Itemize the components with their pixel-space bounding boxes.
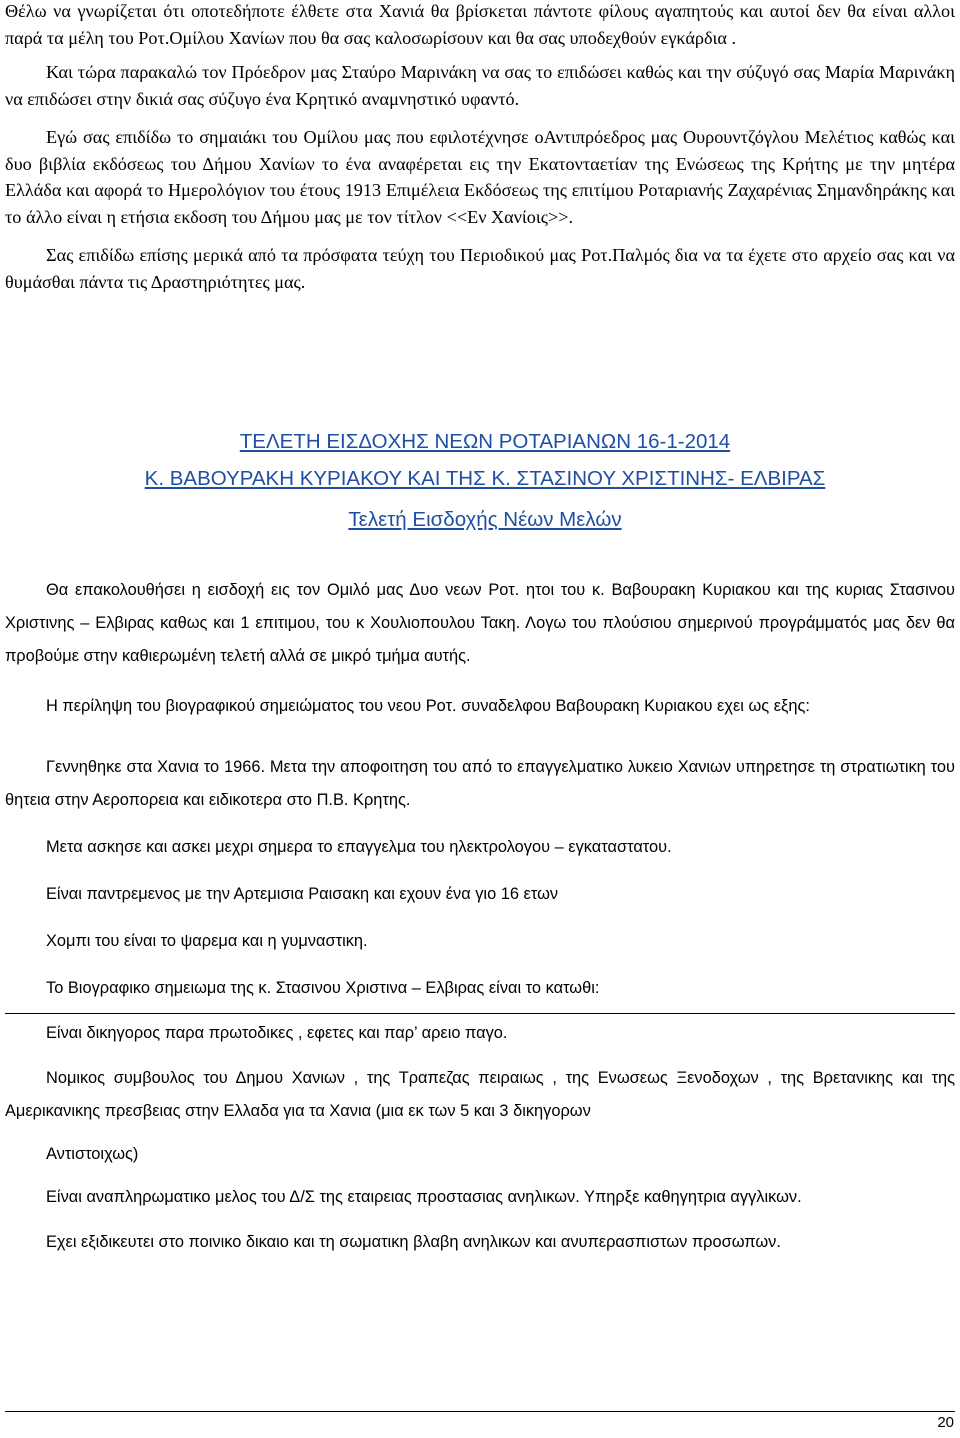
body-paragraph: Είναι αναπληρωματικο μελος του Δ/Σ της εταιρειας προστασιας ανηλικων. Υπηρξε καθηγητρια αγγλικων.: [46, 1188, 802, 1206]
body-paragraph: Χομπι του είναι το ψαρεμα και η γυμναστικη.: [46, 932, 368, 950]
intro-paragraph: Και τώρα παρακαλώ τον Πρόεδρον μας Σταύρο Μαρινάκη να σας το επιδώσει καθώς και την σύζυγό σας Μαρία Μαρινάκη να επιδώσει στην δικιά σας σύζυγο ένα Κρητικό αναμνηστικό υφαντό.: [5, 62, 955, 109]
body-paragraph: Είναι παντρεμενος με την Αρτεμισια Ραισακη και εχουν ένα γιο 16 ετων: [46, 885, 559, 903]
heading-line: [5, 460, 955, 497]
body-section: [5, 574, 955, 1259]
body-paragraph: Εχει εξιδικευτει στο ποινικο δικαιο και τη σωματικη βλαβη ανηλικων και ανυπερασπιστων προσωπων.: [46, 1233, 781, 1251]
body-paragraph: Το Βιογραφικο σημειωμα της κ. Στασινου Χριστινα – Ελβιρας είναι το κατωθι:: [46, 979, 600, 997]
intro-paragraph: Εγώ σας επιδίδω το σημαιάκι του Ομίλου μας που εφιλοτέχνησε οΑντιπρόεδρος μας Ουρουντζόγλου Μελέτιος καθώς και δυο βιβλία εκδόσεως του Δήμου Χανίων το ένα αναφέρεται εις την Εκατονταετίαν της Ενώσεως της Κρήτης με την μητέρα Ελλάδα και αφορά το Ημερολόγιον του έτους 1913 Επιμέλεια Εκδόσεως της επιτίμου Ροταριανής Ζαχαρένιας Σημανδηράκης και το άλλο είναι η ετήσια εκδοση του Δήμου μας με τον τίτλον <<Εν Χανίοις>>.: [5, 127, 955, 227]
section-divider: [5, 1013, 955, 1014]
heading-subtitle: Τελετή Εισδοχής Νέων Μελών: [348, 508, 622, 531]
intro-paragraph: Θέλω να γνωρίζεται ότι οποτεδήποτε έλθετε στα Χανιά θα βρίσκεται πάντοτε φίλους αγαπητούς και αυτοί δεν θα είναι αλλοι παρά τα μέλη του Ροτ.Ομίλου Χανίων που θα σας καλοσωρίσουν και θα σας υποδεχθούν εγκάρδια .: [5, 1, 955, 48]
body-paragraph: Μετα ασκησε και ασκει μεχρι σημερα το επαγγελμα του ηλεκτρολογου – εγκαταστατου.: [46, 838, 672, 856]
body-paragraph: Θα επακολουθήσει η εισδοχή εις τον Ομιλό μας Δυο νεων Ροτ. ητοι του κ. Βαβουρακη Κυριακου και της κυριας Στασινου Χριστινης – Ελβιρας καθως και 1 επιτιμου, του κ Χουλιοπουλου Τακη. Λογω του πλούσιου σημερινού προγράμματός μας δεν θα προβούμε στην καθιερωμένη τελετή αλλά σε μικρό τμήμα αυτής.: [5, 581, 955, 665]
body-paragraph: Αντιστοιχως): [46, 1145, 139, 1163]
body-paragraph: Γεννηθηκε στα Χανια το 1966. Μετα την αποφοιτηση του από το επαγγελματικο λυκειο Χανιων υπηρετησε τη στρατιωτικη του θητεια στην Αεροπορεια και ειδικοτερα στο Π.Β. Κρητης.: [5, 758, 955, 809]
body-paragraph: Είναι δικηγορος παρα πρωτοδικες , εφετες και παρ’ αρειο παγο.: [46, 1024, 508, 1042]
intro-paragraph: Σας επιδίδω επίσης μερικά από τα πρόσφατα τεύχη του Περιοδικού μας Ροτ.Παλμός δια να τα έχετε στο αρχείο σας και να θυμάσθαι πάντα τις Δραστηριότητες μας.: [5, 245, 955, 292]
heading-line: ΤΕΛΕΤΗ ΕΙΣΔΟΧΗΣ ΝΕΩΝ ΡΟΤΑΡΙΑΝΩΝ 16-1-2014: [239, 430, 731, 453]
intro-section: [5, 0, 955, 295]
heading-names-part1: Κ. ΒΑΒΟΥΡΑΚΗ ΚΥΡΙΑΚΟΥ ΚΑΙ ΤΗΣ Κ. ΣΤΑΣΙΝΟΥ: [144, 467, 616, 490]
footer-divider: [5, 1411, 955, 1412]
body-paragraph: Η περίληψη του βιογραφικού σημειώματος του νεου Ροτ. συναδελφου Βαβουρακη Κυριακου εχει ως εξης:: [46, 697, 810, 715]
heading-names-part2: ΧΡΙΣΤΙΝΗΣ- ΕΛΒΙΡΑΣ: [621, 467, 826, 490]
page-number: 20: [937, 1414, 954, 1431]
ceremony-heading: [5, 423, 955, 538]
body-paragraph: Νομικος συμβουλος του Δημου Χανιων , της Τραπεζας πειραιως , της Ενωσεως Ξενοδοχων , της Βρετανικης και της Αμερικανικης πρεσβειας στην Ελλαδα για τα Χανια (μια εκ των 5 και 3 δικηγορων: [5, 1069, 955, 1120]
